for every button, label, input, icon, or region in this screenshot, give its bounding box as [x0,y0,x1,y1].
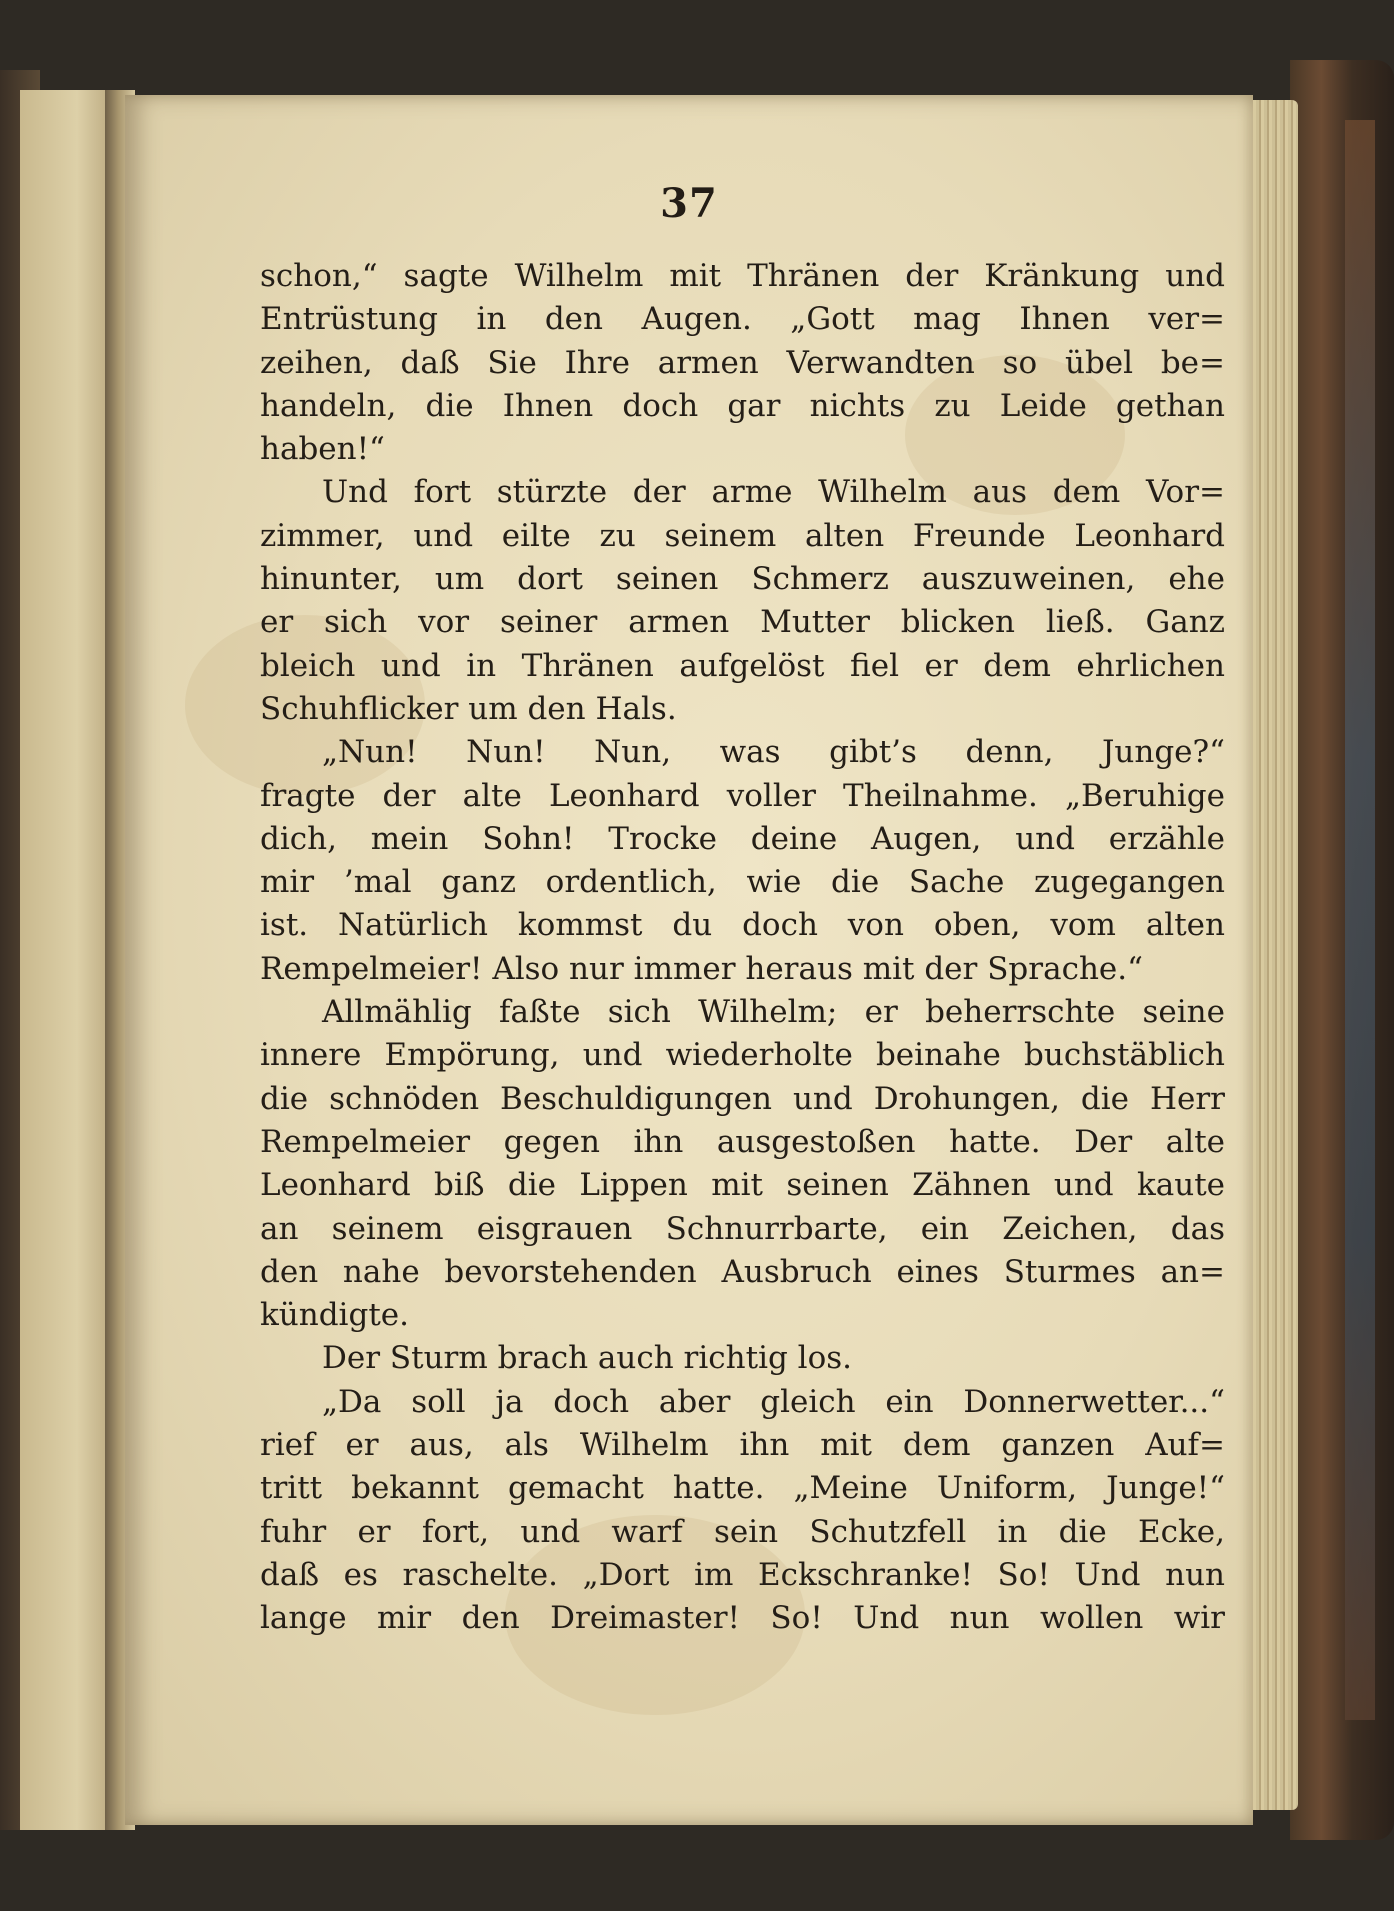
text-line: daß es raschelte. „Dort im Eckschranke! So! Und nun [260,1556,1225,1593]
text-line: die schnöden Beschuldigungen und Drohungen, die Herr [260,1080,1225,1117]
text-line: fragte der alte Leonhard voller Theilnahme. „Beruhige [260,777,1225,814]
text-line: „Da soll ja doch aber gleich ein Donnerwetter...“ [322,1383,1225,1420]
book-cover-right [1290,60,1394,1840]
text-line: Und fort stürzte der arme Wilhelm aus dem Vor= [322,474,1225,511]
page-number: 37 [660,180,718,227]
text-line: tritt bekannt gemacht hatte. „Meine Uniform, Junge!“ [260,1470,1225,1507]
text-line: Rempelmeier! Also nur immer heraus mit der Sprache.“ [260,950,1143,987]
text-line: zeihen, daß Sie Ihre armen Verwandten so übel be= [260,344,1225,381]
text-line: den nahe bevorstehenden Ausbruch eines Sturmes an= [260,1253,1225,1290]
text-line: hinunter, um dort seinen Schmerz auszuweinen, ehe [260,561,1225,598]
text-line: ist. Natürlich kommst du doch von oben, vom alten [260,907,1225,944]
text-line: er sich vor seiner armen Mutter blicken ließ. Ganz [260,604,1225,641]
text-line: schon,“ sagte Wilhelm mit Thränen der Kränkung und [260,258,1225,294]
text-line: an seinem eisgrauen Schnurrbarte, ein Zeichen, das [260,1210,1225,1247]
text-line: innere Empörung, und wiederholte beinahe buchstäblich [260,1037,1225,1074]
book-page [125,95,1253,1825]
text-line: haben!“ [260,431,385,468]
text-line: lange mir den Dreimaster! So! Und nun wollen wir [260,1600,1225,1637]
text-line: „Nun! Nun! Nun, was gibt’s denn, Junge?“ [322,734,1225,771]
text-line: Leonhard biß die Lippen mit seinen Zähnen und kaute [260,1167,1225,1204]
text-line: Entrüstung in den Augen. „Gott mag Ihnen ver= [260,301,1225,338]
body-text [260,255,1225,1641]
text-line: rief er aus, als Wilhelm ihn mit dem ganzen Auf= [260,1427,1225,1464]
page-stack-edges [1248,100,1298,1810]
text-line: kündigte. [260,1297,409,1334]
text-line: fuhr er fort, und warf sein Schutzfell in die Ecke, [260,1513,1225,1550]
facing-page-edge [20,90,115,1830]
text-line: Rempelmeier gegen ihn ausgestoßen hatte. Der alte [260,1123,1225,1160]
text-line: Der Sturm brach auch richtig los. [322,1340,853,1377]
text-line: bleich und in Thränen aufgelöst fiel er dem ehrlichen [260,647,1225,684]
text-line: Allmählig faßte sich Wilhelm; er beherrschte seine [322,994,1225,1031]
text-line: Schuhflicker um den Hals. [260,690,677,727]
text-line: handeln, die Ihnen doch gar nichts zu Leide gethan [260,387,1225,424]
text-line: zimmer, und eilte zu seinem alten Freunde Leonhard [260,517,1225,554]
text-line: dich, mein Sohn! Trocke deine Augen, und erzähle [260,820,1225,857]
book-spine-edge [1345,120,1375,1720]
text-line: mir ’mal ganz ordentlich, wie die Sache zugegangen [260,864,1225,901]
